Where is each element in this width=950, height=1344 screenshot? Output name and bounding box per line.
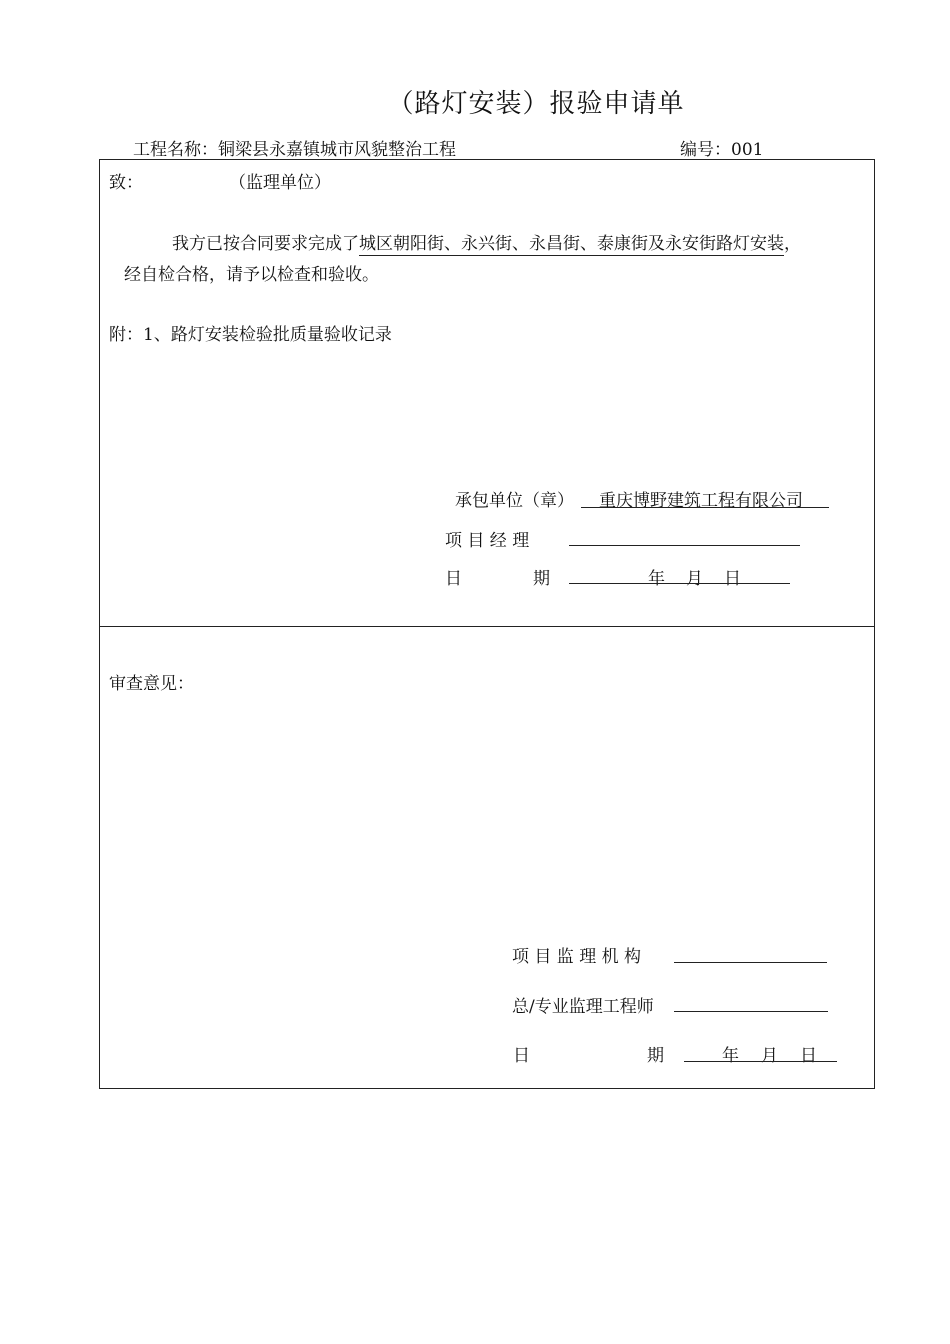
review-date-year: 年: [722, 1046, 739, 1066]
body-suffix: ，: [784, 234, 801, 254]
date-line: [569, 583, 790, 584]
form-frame: [99, 159, 875, 1089]
review-date-label-char-2: 期: [647, 1046, 664, 1066]
project-name-value: 铜梁县永嘉镇城市风貌整治工程: [218, 140, 456, 160]
date-year: 年: [648, 569, 665, 589]
contractor-label: 承包单位（章）: [455, 491, 574, 511]
project-name-field: [133, 135, 456, 160]
date-day: 日: [724, 569, 741, 589]
supervision-org-signature-line: [674, 962, 827, 963]
contractor-signature-line: [581, 507, 829, 508]
supervising-engineer-label: 总/专业监理工程师: [512, 997, 654, 1017]
form-title: （路灯安装）报验申请单: [387, 89, 685, 119]
date-month: 月: [686, 569, 703, 589]
project-manager-label: 项 目 经 理: [445, 531, 530, 551]
contractor-value: 重庆博野建筑工程有限公司: [599, 491, 803, 511]
project-manager-signature-line: [569, 545, 800, 546]
number-value: 001: [731, 140, 764, 160]
number-label: 编号：: [680, 140, 731, 160]
application-body-line2: 经自检合格，请予以检查和验收。: [124, 265, 379, 285]
project-label: 工程名称：: [133, 140, 218, 160]
section-divider: [99, 626, 875, 627]
completed-work-field: 城区朝阳街、永兴街、永昌街、泰康街及永安街路灯安装: [359, 234, 784, 254]
date-label-char-2: 期: [533, 569, 550, 589]
date-label-char-1: 日: [445, 569, 462, 589]
review-opinion-label: 审查意见：: [109, 674, 194, 694]
supervising-engineer-signature-line: [674, 1011, 828, 1012]
form-number-field: [680, 135, 763, 160]
to-label: 致：: [109, 173, 143, 193]
review-date-month: 月: [761, 1046, 778, 1066]
body-prefix: 我方已按合同要求完成了: [172, 234, 359, 254]
supervision-unit-field: （监理单位）: [229, 173, 331, 193]
review-date-line: [684, 1061, 837, 1062]
supervision-org-label: 项 目 监 理 机 构: [512, 947, 642, 967]
review-date-label-char-1: 日: [513, 1046, 530, 1066]
application-body: [172, 229, 801, 254]
review-date-day: 日: [800, 1046, 817, 1066]
attachment-text: 附：1、路灯安装检验批质量验收记录: [109, 325, 392, 345]
